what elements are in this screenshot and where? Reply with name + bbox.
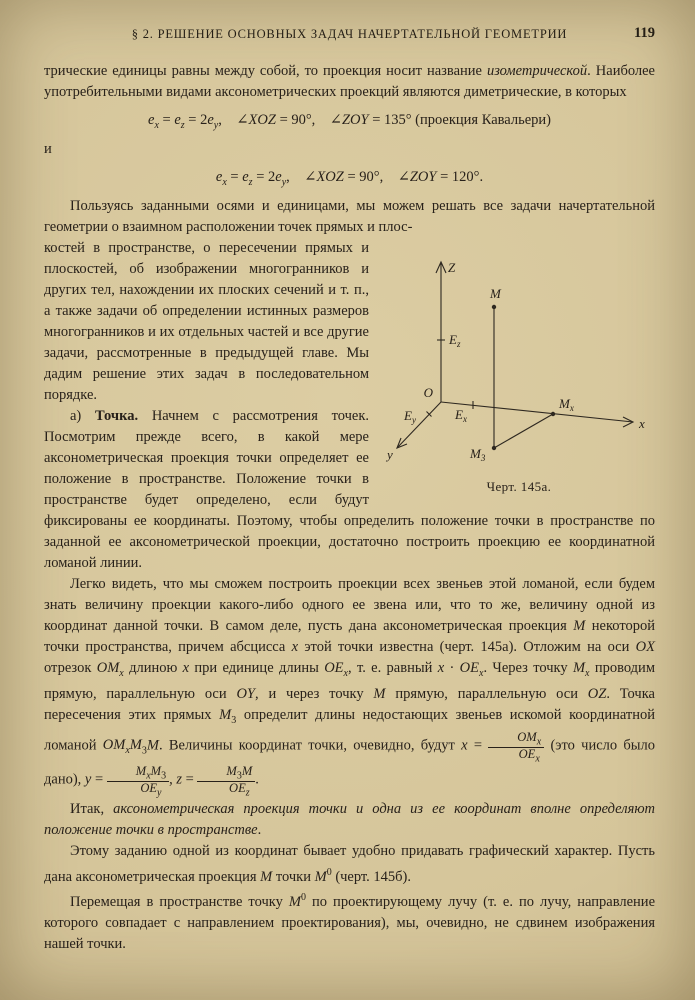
point-m-label: M [490,285,501,301]
e-z-label: $E_z$ [449,331,461,349]
e-x-label: $E_x$ [455,406,467,424]
figure-145a [383,250,655,497]
point-m-3-label: $M_3$ [470,445,486,463]
e-y-label: $E_y$ [404,407,416,425]
paragraph: Этому заданию одной из координат бывает удобно придавать графический характер. Пусть дана аксонометрическая проекция M точки $M^0$ (черт. 145б). [44,842,655,885]
section-heading: § 2. РЕШЕНИЕ ОСНОВНЫХ ЗАДАЧ НАЧЕРТАТЕЛЬНОЙ ГЕОМЕТРИИ [131,27,568,41]
point-m-x-label: $M_x$ [559,395,574,413]
segment-mx-m3 [494,414,553,448]
paragraph: трические единицы равны между собой, то проекция носит название изометрической. Наиболее употребительными видами аксонометрических проекций являются диметрические, в которых [44,63,655,100]
x-axis [441,402,633,422]
wrap-section [44,238,655,955]
formula-cavalieri: $e_x = e_z = 2e_y$, ∠XOZ = 90°, ∠ZOY = 135° (проекция Кавальери) [148,112,551,131]
page-number: 119 [634,25,655,41]
x-axis-label: x [639,415,645,431]
running-header [44,24,655,45]
point-m-x [551,412,555,416]
paragraph-thesis-italic: Итак, аксонометрическая проекция точки и одна из ее координат вполне определяют положение точки в пространстве. [44,800,656,838]
paragraph: Пользуясь заданными осями и единицами, мы можем решать все задачи начертательной геометрии о взаимном расположении точек прямых и плос- [44,197,655,235]
origin-label: O [423,384,433,400]
paragraph: костей в пространстве, о пересечении прямых и плоскостей, об изображении многогранников и других тел, нахождении их плоских сечений и т. п., а также задачи об определении истинных размеров многогранников и их отдельных частей и все другие задачи, рассмотренные в предыдущей главе. Мы дадим решение этих задач в последовательном порядке. [44,239,369,403]
y-axis-label: y [387,446,393,462]
formula-120-degrees: $e_x = e_z = 2e_y$, ∠XOZ = 90°, ∠ZOY = 120°. [215,168,484,188]
z-axis-label: Z [448,259,456,275]
point-m-3 [492,446,496,450]
paragraph: Перемещая в пространстве точку $M^0$ по проектирующему лучу (т. е. по лучу, направление которого совпадает с направлением проектирования), мы, очевидно, не сдвинем изображения нашей точки. [44,892,656,953]
figure-caption: Черт. 145а. [486,478,552,494]
conjunction-word: и [44,140,52,157]
paragraph: а) Точка. Начнем с рассмотрения точек. Посмотрим прежде всего, в какой мере аксонометрическая проекция точки определяет ее положение в пространстве. Положение точки в пространстве будет определено, если будут фиксированы ее координаты. Поэтому, чтобы определить положение точки в пространстве по заданной ее аксонометрической проекции, достаточно построить проекцию ее координатной ломаной линии. [44,407,655,571]
axonometric-axes-drawing [383,250,655,472]
paragraph: Легко видеть, что мы сможем построить проекции всех звеньев этой ломаной, если будем знать величину проекции какого-либо одного ее звена или, что то же, величину одной из координат данной точки. В самом деле, пусть дана аксонометрическая проекция M некоторой точки пространства, причем абсцисса x этой точки известна (черт. 145а). Отложим на оси OX отрезок $OM_x$ длиною x при единице длины $OE_x$, т. е. равный $x \cdot OE_x$. Через точку $M_x$ проводим прямую, параллельную оси OY, и через точку M прямую, параллельную оси OZ. Точка пересечения этих прямых $M_3$ определит длины недостающих звеньев искомой координатной ломаной $OM_xM_3M$. Величины координат точки, очевидно, будут x = $\frac{OM_x}{OE_x}$ (это число было дано), y = $\frac{M_xM_3}{OE_y}$ , z = $\frac{M_3M}{OE_z}$ . [44,575,656,799]
point-m [492,305,496,309]
